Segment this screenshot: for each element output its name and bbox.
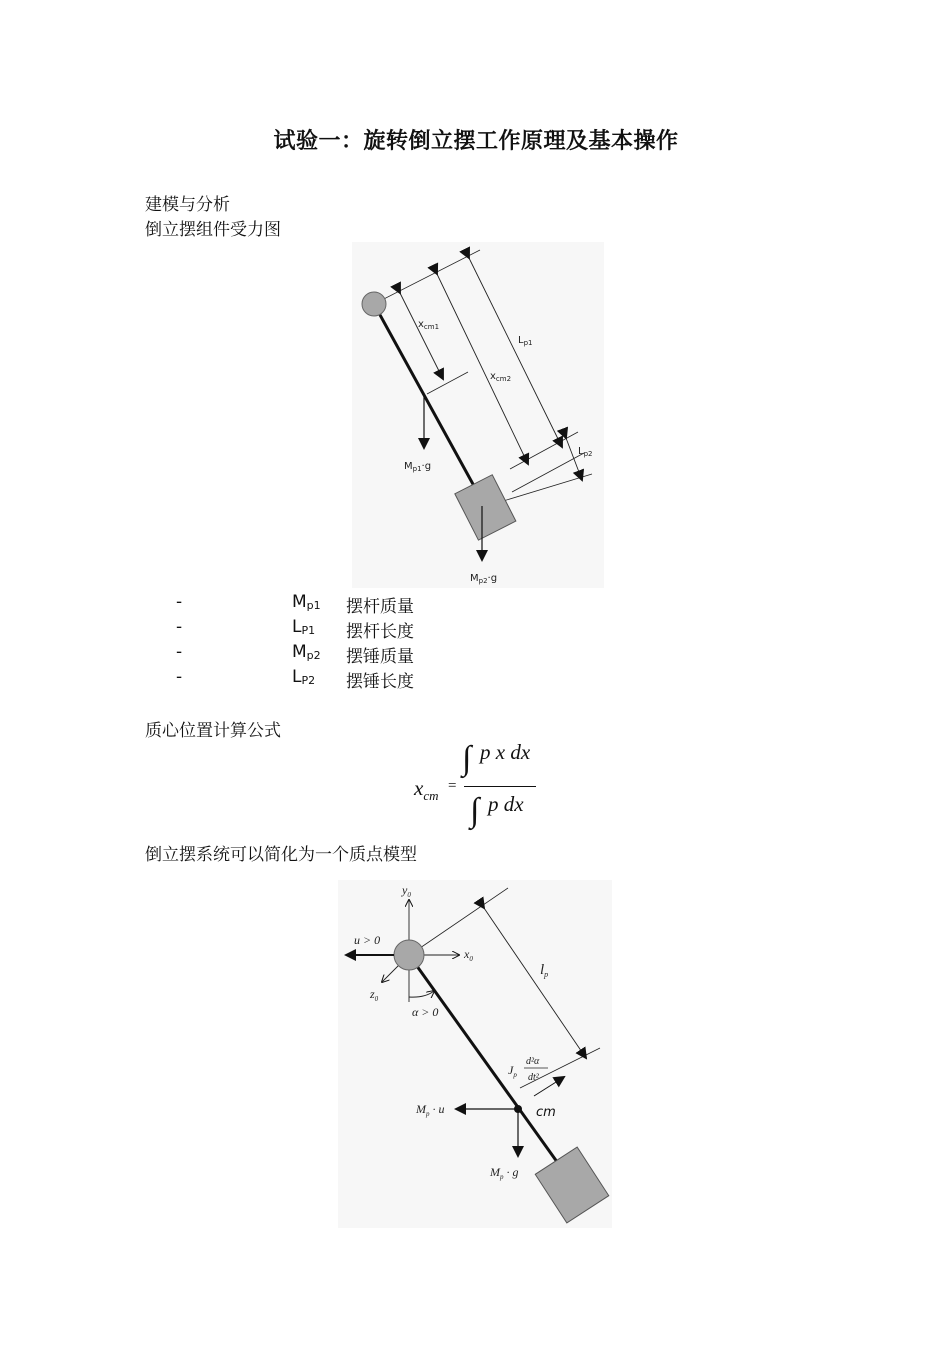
legend-description: 摆杆质量 bbox=[346, 597, 414, 617]
legend-dash: - bbox=[176, 642, 183, 662]
label-dt2: dt² bbox=[528, 1072, 539, 1083]
formula-lhs: $x_{cm}$ bbox=[414, 776, 439, 804]
label-xcm1: $x_{cm1}$ bbox=[418, 319, 440, 331]
legend-description: 摆锤长度 bbox=[346, 672, 414, 692]
label-u-gt-0: u > 0 bbox=[354, 933, 381, 947]
pivot-joint bbox=[394, 940, 424, 970]
legend-row-mp1 bbox=[0, 592, 952, 616]
section-heading-simplified: 倒立摆系统可以简化为一个质点模型 bbox=[145, 845, 417, 865]
legend-description: 摆锤质量 bbox=[346, 647, 414, 667]
label-cm: cm bbox=[536, 1105, 556, 1120]
label-jp: $J_p$ bbox=[508, 1063, 517, 1079]
legend-row-mp2 bbox=[0, 642, 952, 666]
pivot-joint bbox=[362, 292, 386, 316]
legend-symbol: $L_{P1}$ bbox=[292, 617, 316, 637]
legend-symbol: $M_{p2}$ bbox=[292, 642, 321, 662]
label-mpu: $M_p \cdot u$ bbox=[416, 1102, 445, 1118]
label-z0: $z_0$ bbox=[370, 987, 379, 1003]
page-title: 试验一：旋转倒立摆工作原理及基本操作 bbox=[273, 129, 679, 154]
formula-numerator: p x dx bbox=[480, 740, 531, 764]
label-y0: $y_0$ bbox=[402, 883, 411, 899]
label-lp: $l_p$ bbox=[540, 962, 549, 979]
pendulum-force-diagram bbox=[352, 242, 604, 588]
label-mp2g: $M_{p2}\cdot g$ bbox=[470, 573, 498, 585]
label-d2alpha: d²α bbox=[526, 1056, 540, 1067]
label-alpha-gt-0: α > 0 bbox=[412, 1005, 439, 1019]
legend-symbol: $L_{P2}$ bbox=[292, 667, 316, 687]
pendulum-point-mass-diagram bbox=[338, 880, 612, 1228]
integral-sign-denominator: ∫ bbox=[470, 792, 480, 829]
integral-sign-numerator: ∫ bbox=[462, 740, 472, 777]
legend-dash: - bbox=[176, 617, 183, 637]
formula-equals: = bbox=[448, 778, 457, 794]
label-x0: $x_0$ bbox=[464, 947, 473, 963]
legend-symbol: $M_{p1}$ bbox=[292, 592, 321, 612]
fraction-bar bbox=[464, 786, 536, 787]
label-lp1: $L_{p1}$ bbox=[518, 335, 533, 347]
legend-row-lp1 bbox=[0, 617, 952, 641]
section-heading-force-diagram: 倒立摆组件受力图 bbox=[145, 220, 281, 240]
legend-dash: - bbox=[176, 592, 183, 612]
legend-description: 摆杆长度 bbox=[346, 622, 414, 642]
label-lp2: $L_{p2}$ bbox=[578, 446, 593, 458]
label-xcm2: $x_{cm2}$ bbox=[490, 371, 512, 383]
center-of-mass-formula bbox=[400, 738, 550, 838]
legend-dash: - bbox=[176, 667, 183, 687]
formula-denominator: p dx bbox=[488, 792, 524, 816]
section-heading-modeling: 建模与分析 bbox=[145, 195, 230, 215]
label-mpg: $M_p \cdot g$ bbox=[490, 1165, 519, 1181]
section-heading-cm-formula: 质心位置计算公式 bbox=[145, 721, 281, 741]
legend-row-lp2 bbox=[0, 667, 952, 691]
label-mp1g: $M_{p1}\cdot g$ bbox=[404, 461, 432, 473]
